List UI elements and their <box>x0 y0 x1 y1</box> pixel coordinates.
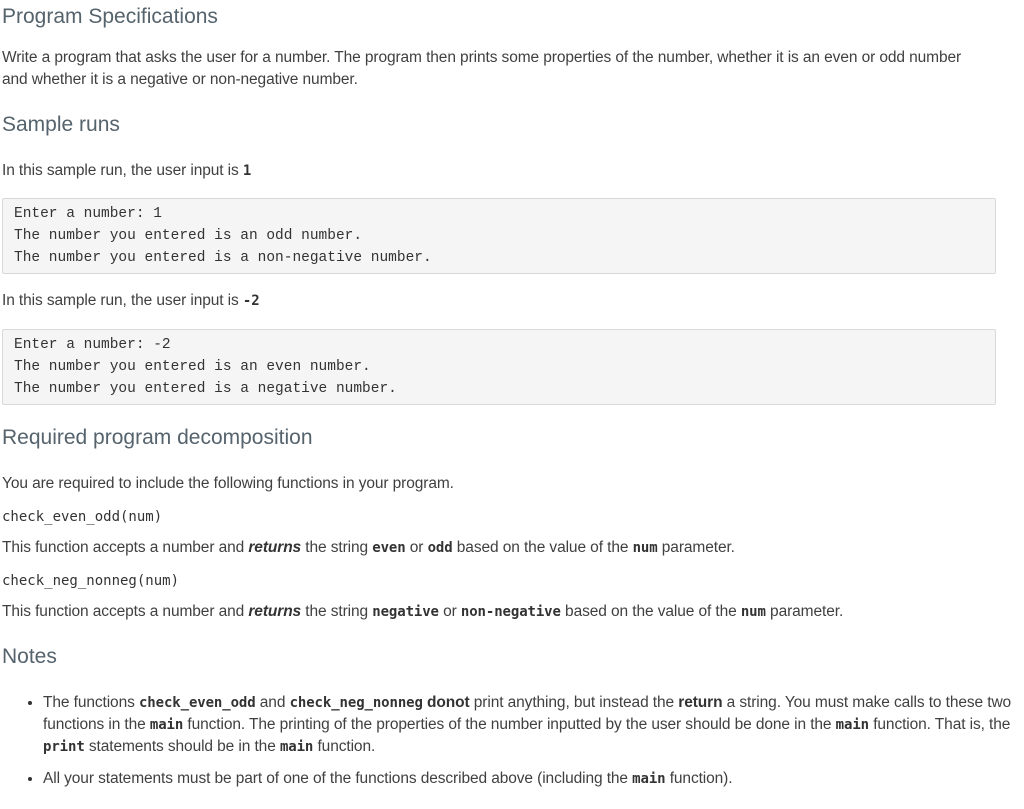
sample-run-1-intro-text: In this sample run, the user input is <box>2 162 243 179</box>
function-1-signature: check_even_odd(num) <box>2 509 163 525</box>
sample-run-1-line: Enter a number: 1 <box>14 206 162 222</box>
note-bold: return <box>678 694 723 711</box>
note-code: main <box>632 771 666 787</box>
sample-run-2-intro <box>2 290 260 312</box>
sample-run-1-intro <box>2 160 251 182</box>
note-text: print anything, but instead the <box>469 694 679 711</box>
desc-text: parameter. <box>765 603 844 620</box>
note-text: function. <box>313 738 376 755</box>
desc-text: This function accepts a number and <box>2 603 249 620</box>
sample-run-2-line: Enter a number: -2 <box>14 337 171 353</box>
desc-text: or <box>438 603 461 620</box>
desc-text: This function accepts a number and <box>2 539 249 556</box>
value-code: odd <box>427 540 453 556</box>
sample-run-1-output <box>2 198 996 274</box>
decomposition-heading: Required program decomposition <box>2 426 313 449</box>
notes-heading: Notes <box>2 645 57 668</box>
note-item-1 <box>43 692 1024 758</box>
note-text: function). <box>665 770 733 787</box>
sample-run-2-output <box>2 329 996 405</box>
note-text: function. That is, the <box>868 716 1011 733</box>
note-text: statements should be in the <box>84 738 280 755</box>
desc-text: based on the value of the <box>560 603 741 620</box>
note-code: main <box>835 717 869 733</box>
function-1-description <box>2 537 735 559</box>
note-text: a string. You must make calls to these two functions in the <box>43 694 1012 733</box>
function-2-signature: check_neg_nonneg(num) <box>2 573 180 589</box>
note-text: The functions <box>43 694 139 711</box>
sample-run-1-input: 1 <box>242 163 252 179</box>
note-item-2 <box>43 768 1024 790</box>
sample-run-1-line: The number you entered is an odd number. <box>14 228 363 244</box>
sample-run-2-line: The number you entered is a negative number. <box>14 381 397 397</box>
value-code: negative <box>372 604 439 620</box>
note-bold: donot <box>422 694 470 711</box>
returns-emphasis: returns <box>248 603 302 620</box>
note-text: All your statements must be part of one of the functions described above (including the <box>43 770 633 787</box>
intro-paragraph: Write a program that asks the user for a number. The program then prints some properties of the number, whether it is an even or odd number and whether it is a negative or non-negative number. <box>2 49 962 88</box>
note-code: main <box>149 717 184 733</box>
desc-text: the string <box>301 539 373 556</box>
note-code: print <box>43 739 85 755</box>
note-code: check_neg_nonneg <box>289 695 423 711</box>
sample-run-1-line: The number you entered is a non-negative number. <box>14 250 432 266</box>
sample-runs-heading: Sample runs <box>2 113 120 136</box>
note-text: function. The printing of the properties of the number inputted by the user should be done in the <box>183 716 836 733</box>
sample-run-2-line: The number you entered is an even number. <box>14 359 371 375</box>
desc-text: the string <box>301 603 373 620</box>
value-code: even <box>372 540 406 556</box>
desc-text: based on the value of the <box>452 539 633 556</box>
function-2-description <box>2 601 843 623</box>
desc-text: parameter. <box>657 539 735 556</box>
notes-list <box>2 692 1024 790</box>
param-code: num <box>632 540 658 556</box>
note-code: check_even_odd <box>138 695 256 711</box>
returns-emphasis: returns <box>248 539 302 556</box>
note-code: main <box>279 739 314 755</box>
value-code: non-negative <box>460 604 561 620</box>
page-title: Program Specifications <box>2 5 218 28</box>
param-code: num <box>740 604 766 620</box>
sample-run-2-intro-text: In this sample run, the user input is <box>2 292 243 309</box>
decomposition-intro: You are required to include the following functions in your program. <box>2 475 454 492</box>
note-text: and <box>255 694 290 711</box>
desc-text: or <box>405 539 428 556</box>
sample-run-2-input: -2 <box>242 293 260 309</box>
